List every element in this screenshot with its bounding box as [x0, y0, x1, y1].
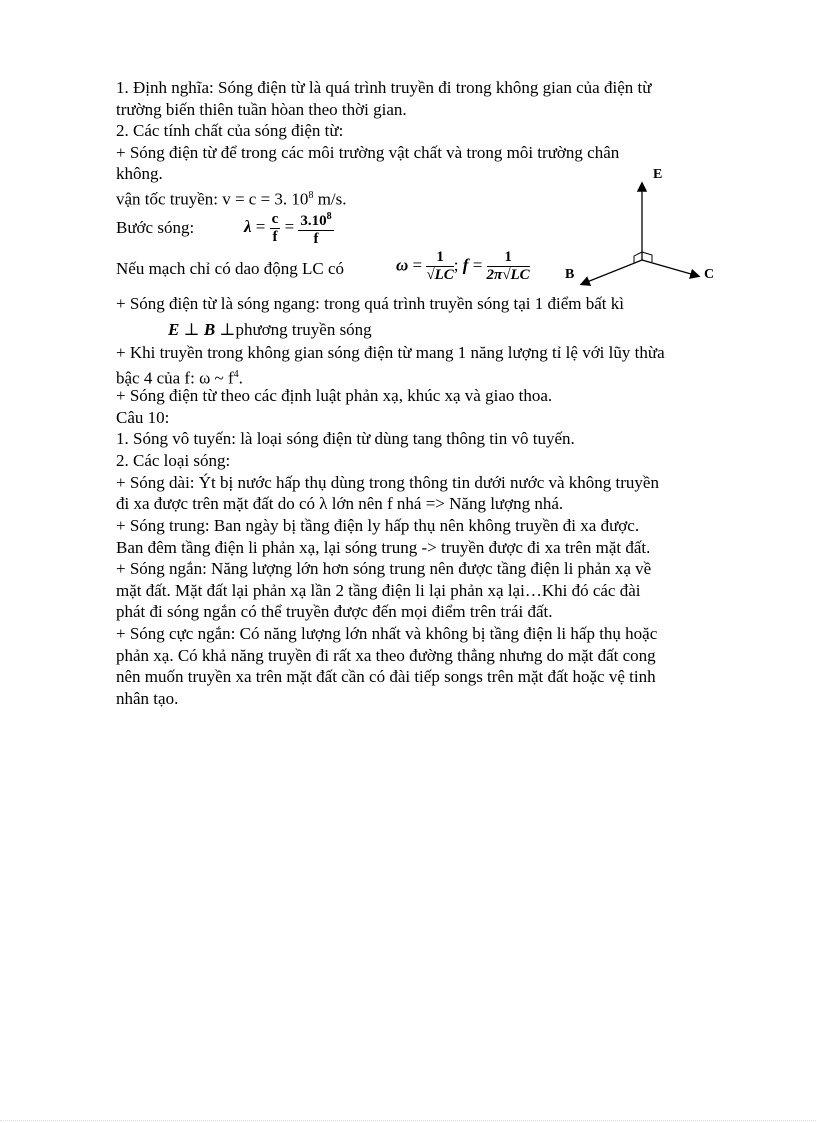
denominator-f: f [313, 231, 319, 247]
numerator-one: 1 [487, 249, 530, 267]
text-line: 1. Định nghĩa: Sóng điện từ là quá trình truyền đi trong không gian của điện từ [116, 78, 652, 97]
text-line: 1. Sóng vô tuyến: là loại sóng điện từ dùng tang thông tin vô tuyến. [116, 429, 575, 448]
omega-symbol: ω [396, 255, 409, 275]
equals-sign: = [255, 216, 266, 236]
lambda-symbol: λ [244, 216, 252, 236]
question-heading: Câu 10: [116, 408, 170, 427]
label-c: C [704, 267, 715, 282]
speed-unit: m/s. [313, 189, 347, 209]
text-line: + Sóng điện từ theo các định luật phản xạ, khúc xạ và giao thoa. [116, 386, 553, 405]
text-line: + Sóng điện từ để trong các môi trường vật chất và trong môi trường chân [116, 143, 620, 162]
text-line: + Sóng ngắn: Năng lượng lớn hơn sóng trung nên được tầng điện li phản xạ về [116, 559, 652, 578]
perp-symbol: ⊥ [183, 320, 200, 339]
omega-f4-line: bậc 4 của f: ω ~ $f^4$. [116, 368, 243, 388]
fraction-1-over-sqrt-lc [426, 249, 453, 284]
speed-text: vận tốc truyền: v = c = 3. 10 [116, 189, 309, 209]
lc-label: Nếu mạch chỉ có dao động LC có [116, 259, 345, 278]
wavelength-formula [244, 208, 334, 248]
perp-symbol: ⊥ [219, 320, 236, 339]
f-symbol: f [462, 255, 469, 275]
omega-formula [396, 249, 530, 284]
perpendicular-line [168, 320, 372, 340]
text-line: 2. Các loại sóng: [116, 451, 231, 470]
text-line: không. [116, 164, 163, 183]
numerator-3e8: 3.10$^8$ [298, 208, 333, 231]
right-angle-marker [634, 252, 652, 263]
text-line: + Sóng cực ngắn: Có năng lượng lớn nhất và không bị tầng điện li hấp thụ hoặc [116, 624, 658, 643]
b-vector-arrow [582, 260, 642, 284]
text-line: mặt đất. Mặt đất lại phản xạ lần 2 tầng điện li lại phản xạ lại…Khi đó các đài [116, 581, 641, 600]
text-line: đi xa được trên mặt đất do có λ lớn nên f nhá => Năng lượng nhá. [116, 494, 564, 513]
label-e: E [653, 167, 663, 182]
text-line: Ban đêm tầng điện li phản xạ, lại sóng trung -> truyền được đi xa trên mặt đất. [116, 538, 651, 557]
text-line: nhân tạo. [116, 689, 179, 708]
denominator-f: f [272, 228, 278, 245]
numerator-c: c [271, 210, 279, 227]
speed-line [116, 186, 347, 210]
text-line: + Sóng trung: Ban ngày bị tầng điện ly hấp thụ nên không truyền đi xa được. [116, 516, 640, 535]
text-line: nên muốn truyền xa trên mặt đất cần có đài tiếp songs trên mặt đất hoặc vệ tinh [116, 667, 656, 686]
vector-e: E [168, 320, 180, 339]
text-line: + Sóng điện từ là sóng ngang: trong quá trình truyền sóng tại 1 điểm bất kì [116, 294, 624, 313]
wavelength-label: Bước sóng: [116, 218, 195, 237]
equals-sign: = [472, 255, 483, 275]
text-line: 2. Các tính chất của sóng điện từ: [116, 121, 344, 140]
label-b: B [565, 267, 575, 282]
equals-sign: = [412, 255, 423, 275]
text-line: trường biến thiên tuần hòan theo thời gian. [116, 100, 407, 119]
text-line: phản xạ. Có khả năng truyền đi rất xa theo đường thẳng nhưng do mặt đất cong [116, 646, 656, 665]
fraction-1-over-2pi-sqrt-lc [487, 249, 530, 284]
fraction-3e8-over-f [298, 208, 333, 248]
denominator-2pi-sqrt-lc: 2π√LC [486, 267, 530, 283]
semicolon: ; [453, 255, 459, 275]
text-line: phát đi sóng ngắn có thể truyền được đến mọi điểm trên trái đất. [116, 602, 553, 621]
text-line: + Sóng dài: Ýt bị nước hấp thụ dùng trong thông tin dưới nước và không truyền [116, 473, 659, 492]
vector-b: B [203, 320, 216, 339]
speed-exponent: 8 [308, 190, 314, 201]
vector-diagram [560, 160, 730, 290]
denominator-sqrt-lc: √LC [426, 267, 454, 283]
fraction-c-over-f [270, 211, 281, 246]
text-line: + Khi truyền trong không gian sóng điện từ mang 1 năng lượng tỉ lệ với lũy thừa [116, 343, 665, 362]
numerator-one: 1 [426, 249, 453, 267]
equals-sign: = [284, 216, 295, 236]
propagation-direction-text: phương truyền sóng [235, 320, 372, 339]
c-vector-arrow [642, 260, 698, 276]
page-bottom-rule [0, 1120, 816, 1121]
